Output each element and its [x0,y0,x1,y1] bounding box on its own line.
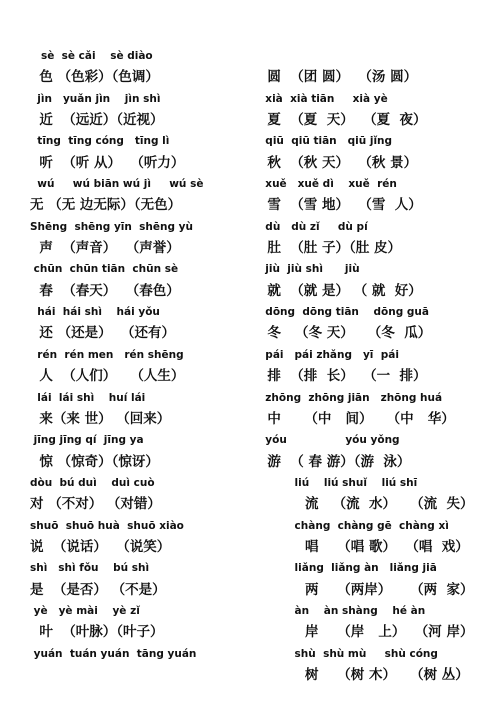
hanzi-line: 夏 （夏 天） （夏 夜） [258,112,427,129]
pinyin-line: shù shù mù shù cóng [258,647,438,660]
hanzi-line: 秋 （秋 天） （秋 景） [258,154,418,171]
hanzi-line: 流 （流 水） （流 失） [258,496,474,513]
vocab-entry [30,473,255,516]
hanzi-line: 树 （树 木） （树 丛） [258,666,469,683]
pinyin-line: yuán tuán yuán tāng yuán [30,647,197,660]
vocab-entry [258,46,493,89]
hanzi-line: 叶 （叶脉）（叶子） [30,624,164,641]
pinyin-line: yóu yóu yǒng [258,434,400,447]
pinyin-line: shuō shuō huà shuō xiào [30,519,184,532]
hanzi-line: 春 （春天） （春色） [30,282,180,299]
hanzi-line: 雪 （雪 地） （雪 人） [258,197,422,214]
vocab-entry [258,473,493,516]
pinyin-line: chūn chūn tiān chūn sè [30,263,179,276]
vocab-entry [258,388,493,431]
vocab-entry [258,131,493,174]
vocab-entry [258,558,493,601]
pinyin-line: sè sè cǎi sè diào [30,50,153,62]
vocab-entry [258,174,493,217]
hanzi-line: 唱 （唱 歌） （唱 戏） [258,538,469,555]
pinyin-line: yè yè mài yè zǐ [30,604,140,617]
pinyin-line: dù dù zǐ dù pí [258,220,368,233]
vocab-entry [30,174,255,217]
vocab-entry [258,302,493,345]
vocab-entry [258,345,493,388]
pinyin-line: chàng chàng gē chàng xì [258,519,449,532]
pinyin-line: pái pái zhǎng yī pái [258,348,399,361]
hanzi-line: 惊 （惊奇）（惊讶） [30,453,159,470]
pinyin-line: àn àn shàng hé àn [258,604,426,617]
hanzi-line: 排 （排 长） （一 排） [258,368,427,385]
pinyin-line: liú liú shuǐ liú shī [258,476,418,489]
vocab-entry [258,259,493,302]
hanzi-line: 色 （色彩）（色调） [30,69,159,86]
pinyin-line: qiū qiū tiān qiū jǐng [258,135,393,148]
pinyin-line: Shēng shēng yīn shēng yù [30,220,193,233]
hanzi-line: 人 （人们） （人生） [30,368,185,385]
pinyin-line: liǎng liǎng àn liǎng jiā [258,562,437,575]
pinyin-line: dōng dōng tiān dōng guā [258,306,429,319]
vocab-entry [30,516,255,559]
vocab-entry [30,601,255,644]
vocab-entry [30,430,255,473]
vocab-entry [258,217,493,260]
pinyin-line: rén rén men rén shēng [30,348,184,361]
pinyin-line: tīng tīng cóng tīng lì [30,135,170,148]
hanzi-line: 声 （声音） （声誉） [30,240,180,257]
right-column [258,46,493,686]
hanzi-line: 听 （听 从） （听力） [30,154,185,171]
vocab-entry [30,388,255,431]
pinyin-line: xià xià tiān xià yè [258,92,388,105]
hanzi-line: 还 （还是） （还有） [30,325,175,342]
pinyin-line: wú wú biān wú jì wú sè [30,178,204,191]
vocab-entry [258,430,493,473]
vocab-entry [258,644,493,687]
hanzi-line: 是 （是否） （不是） [30,581,166,598]
pinyin-line: jìn yuǎn jìn jìn shì [30,92,161,105]
hanzi-line: 冬 （冬 天） （冬 瓜） [258,325,432,342]
pinyin-line: zhōng zhōng jiān zhōng huá [258,391,443,404]
pinyin-line: jīng jīng qí jīng ya [30,434,144,447]
hanzi-line: 就 （就 是） （ 就 好） [258,282,422,299]
hanzi-line: 来（来 世） （回来） [30,410,171,427]
vocab-entry [258,89,493,132]
vocab-entry [258,516,493,559]
pinyin-line: jiù jiù shì jiù [258,263,360,276]
vocab-entry [30,89,255,132]
hanzi-line: 对 （不对） （对错） [30,496,161,513]
vocab-entry [30,345,255,388]
vocab-entry [30,302,255,345]
vocab-entry [30,259,255,302]
hanzi-line: 说 （说话） （说笑） [30,538,171,555]
hanzi-line: 近 （远近）（近视） [30,112,164,129]
vocab-entry [30,217,255,260]
pinyin-line: shì shì fǒu bú shì [30,562,150,575]
pinyin-line: hái hái shì hái yǒu [30,306,160,319]
hanzi-line [30,665,255,686]
hanzi-line: 两 （两岸） （两 家） [258,581,474,598]
hanzi-line: 圆 （团 圆） （汤 圆） [258,69,418,86]
pinyin-line: dòu bú duì duì cuò [30,476,155,489]
hanzi-line: 无 （无 边无际）（无色） [30,197,182,214]
hanzi-line: 游 （ 春 游）（游 泳） [258,453,411,470]
hanzi-line: 肚 （肚 子）（肚 皮） [258,240,401,257]
vocab-entry [30,558,255,601]
hanzi-line: 中 （中 间） （中 华） [258,410,455,427]
vocab-entry [258,601,493,644]
pinyin-line: lái lái shì huí lái [30,391,146,404]
pinyin-line: xuě xuě dì xuě rén [258,178,397,191]
vocab-entry [30,46,255,89]
hanzi-line: 岸 （岸 上） （河 岸） [258,624,474,641]
vocab-entry [30,644,255,687]
vocab-entry [30,131,255,174]
left-column [30,46,255,686]
pinyin-line [258,46,493,67]
